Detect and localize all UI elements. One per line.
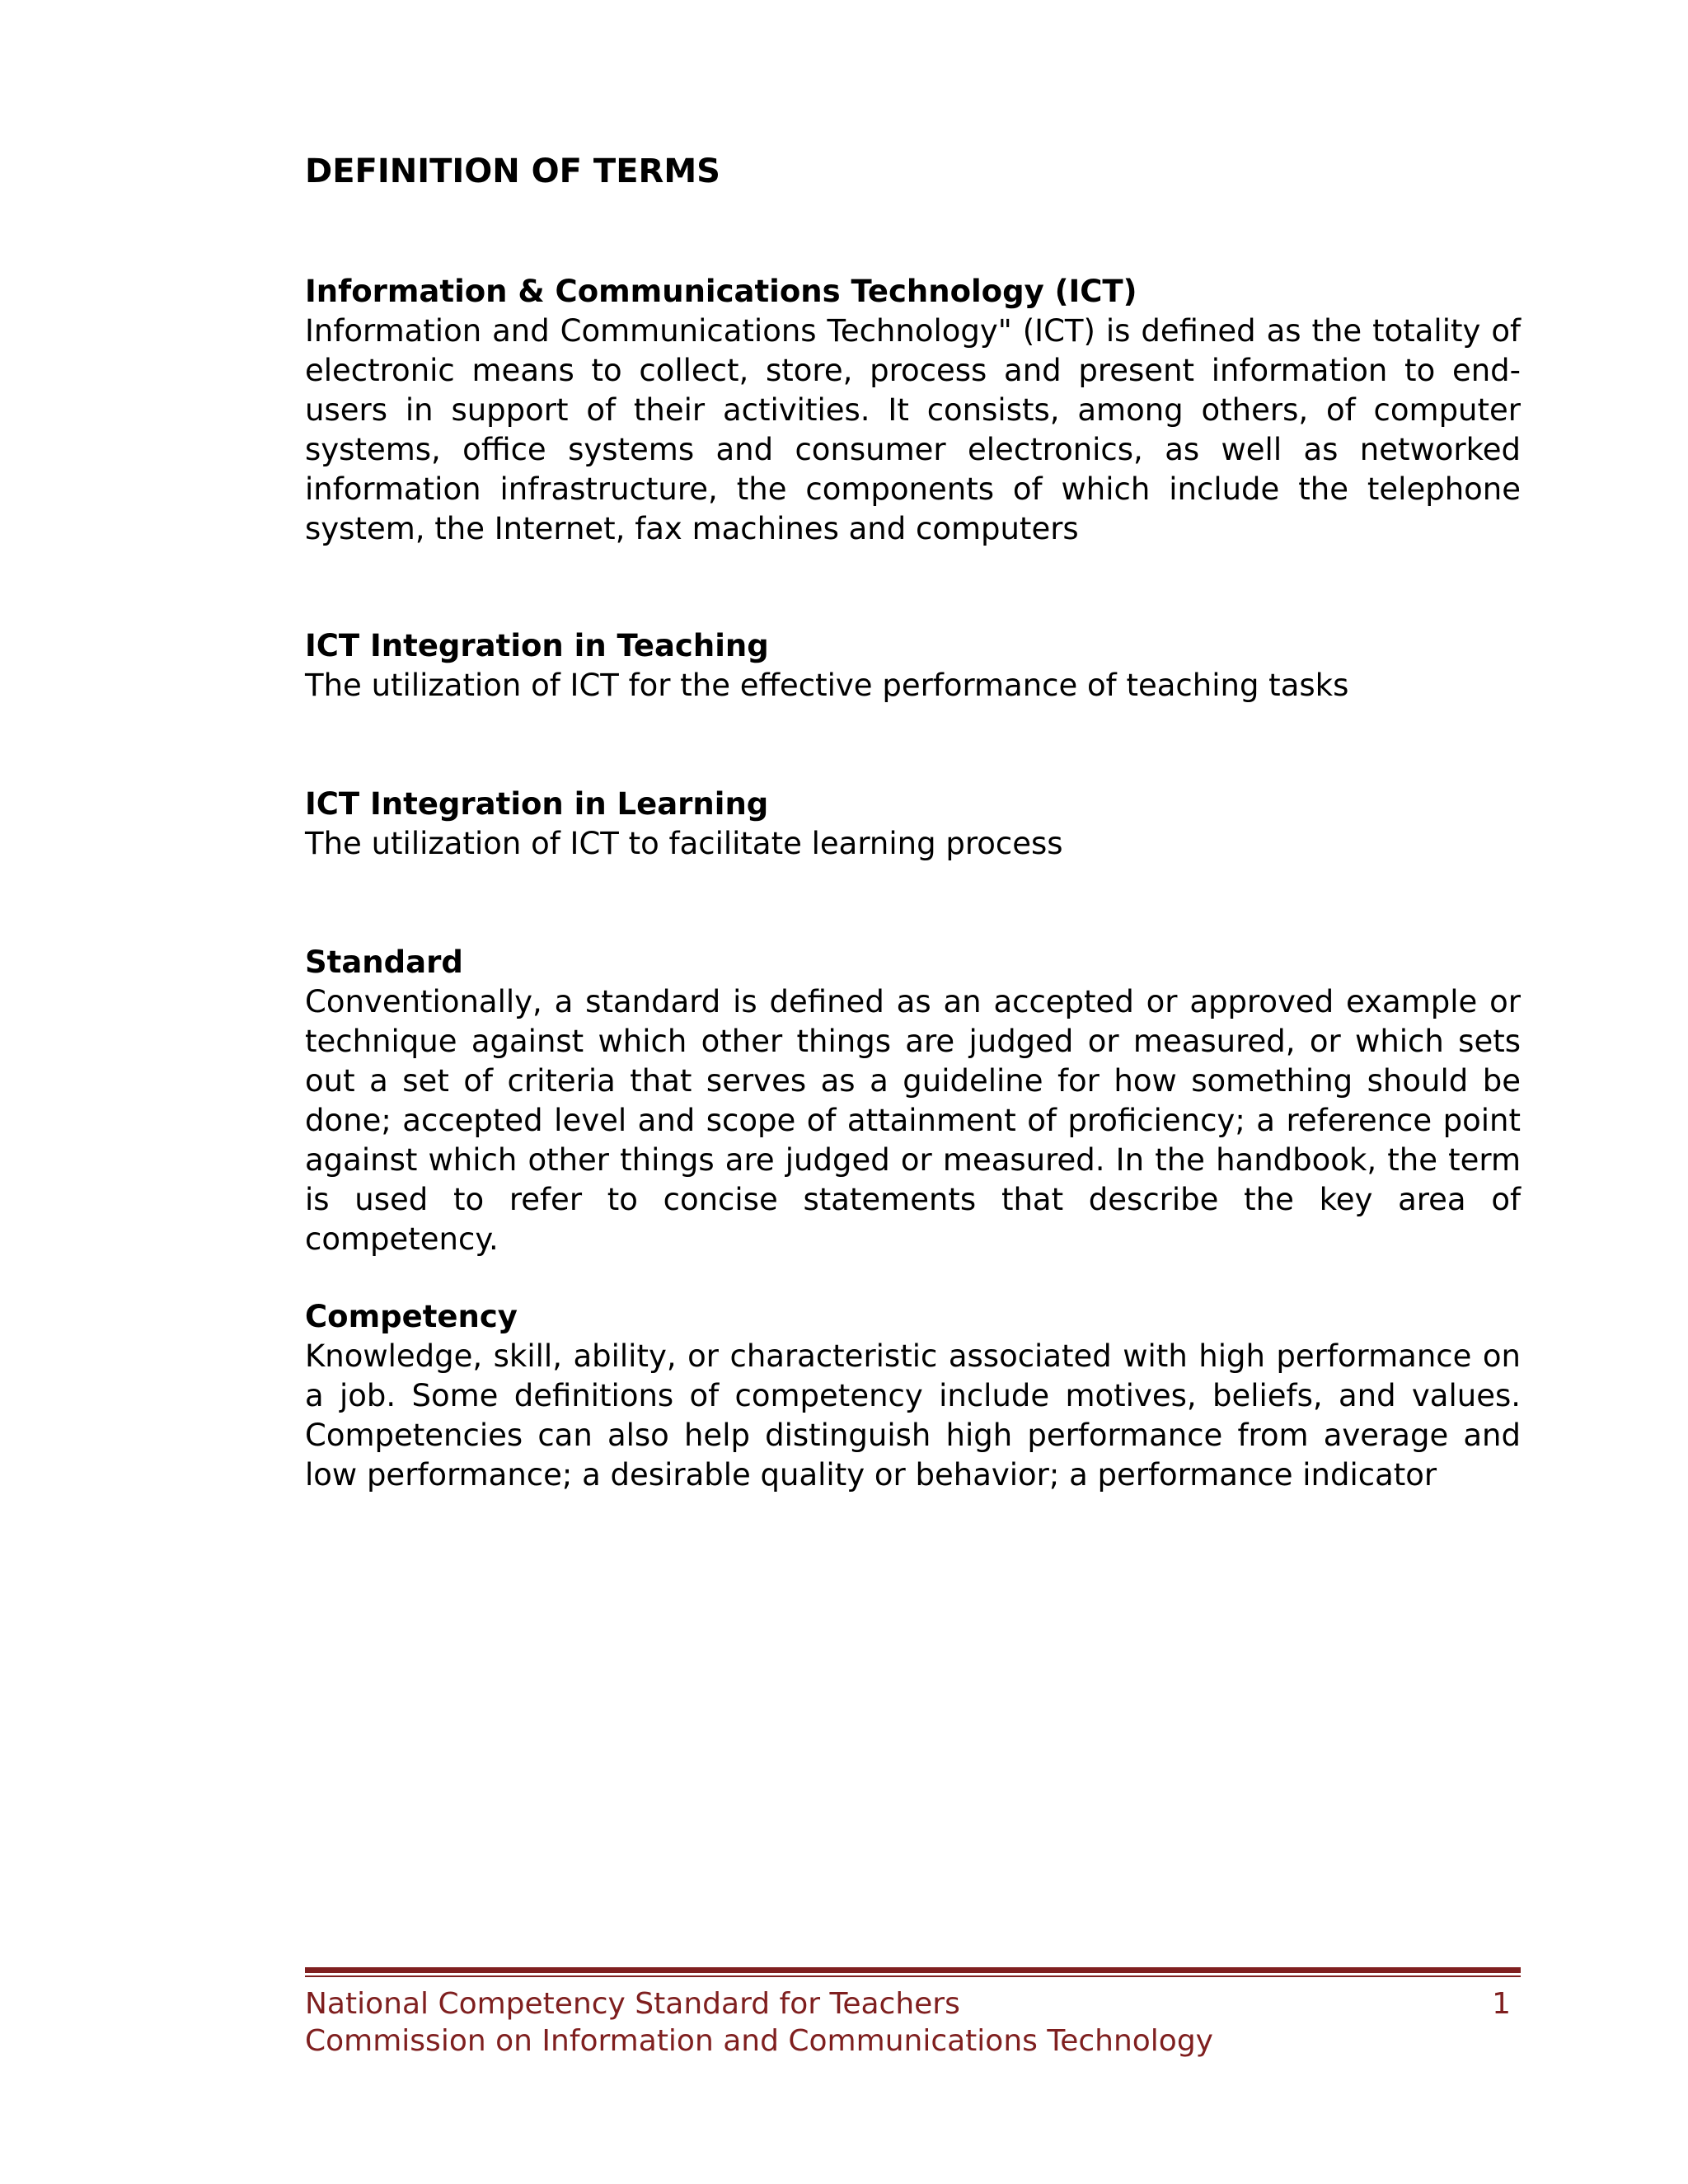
document-page (305, 0, 1521, 2184)
page-number: 1 (1492, 1987, 1511, 2021)
term-heading: ICT Integration in Teaching (305, 628, 769, 663)
term-competency (305, 1297, 1521, 1495)
term-heading: ICT Integration in Learning (305, 786, 769, 822)
term-ict (305, 272, 1521, 549)
term-definition: Conventionally, a standard is defined as an accepted or approved example or technique against which other things are judged or measured, or which sets out a set of criteria that serves as a guideline for how something should be done; accepted level and scope of attainment of proficiency; a reference point against which other things are judged or measured. In the handbook, the term is used to refer to concise statements that describe the key area of competency. (305, 984, 1521, 1257)
footer-document-title: National Competency Standard for Teachers (305, 1987, 960, 2021)
term-ict-integration-teaching (305, 626, 1521, 705)
term-definition: The utilization of ICT to facilitate learning process (305, 826, 1063, 861)
page-title: DEFINITION OF TERMS (305, 152, 720, 190)
term-definition: Information and Communications Technology" (ICT) is defined as the totality of electronic means to collect, store, process and present information to end-users in support of their activities. It consists, among others, of computer systems, office systems and consumer electronics, as well as networked information infrastructure, the components of which include the telephone system, the Internet, fax machines and computers (305, 313, 1521, 546)
footer-divider-thick (305, 1967, 1521, 1973)
footer-divider-thin (305, 1975, 1521, 1977)
term-definition: The utilization of ICT for the effective performance of teaching tasks (305, 668, 1349, 703)
term-heading: Competency (305, 1299, 518, 1334)
term-ict-integration-learning (305, 785, 1521, 864)
term-standard (305, 943, 1521, 1259)
footer-line-2 (305, 2022, 1521, 2060)
term-definition: Knowledge, skill, ability, or characteristic associated with high performance on a job. Some definitions of competency include motives, beliefs, and values. Competencies can also help distinguish high performance from average and low performance; a desirable quality or behavior; a performance indicator (305, 1338, 1521, 1493)
term-heading: Standard (305, 944, 463, 980)
footer-organization: Commission on Information and Communications Technology (305, 2024, 1213, 2058)
term-heading: Information & Communications Technology (ICT) (305, 274, 1137, 309)
page-footer (305, 1967, 1521, 2060)
footer-line-1 (305, 1985, 1521, 2022)
